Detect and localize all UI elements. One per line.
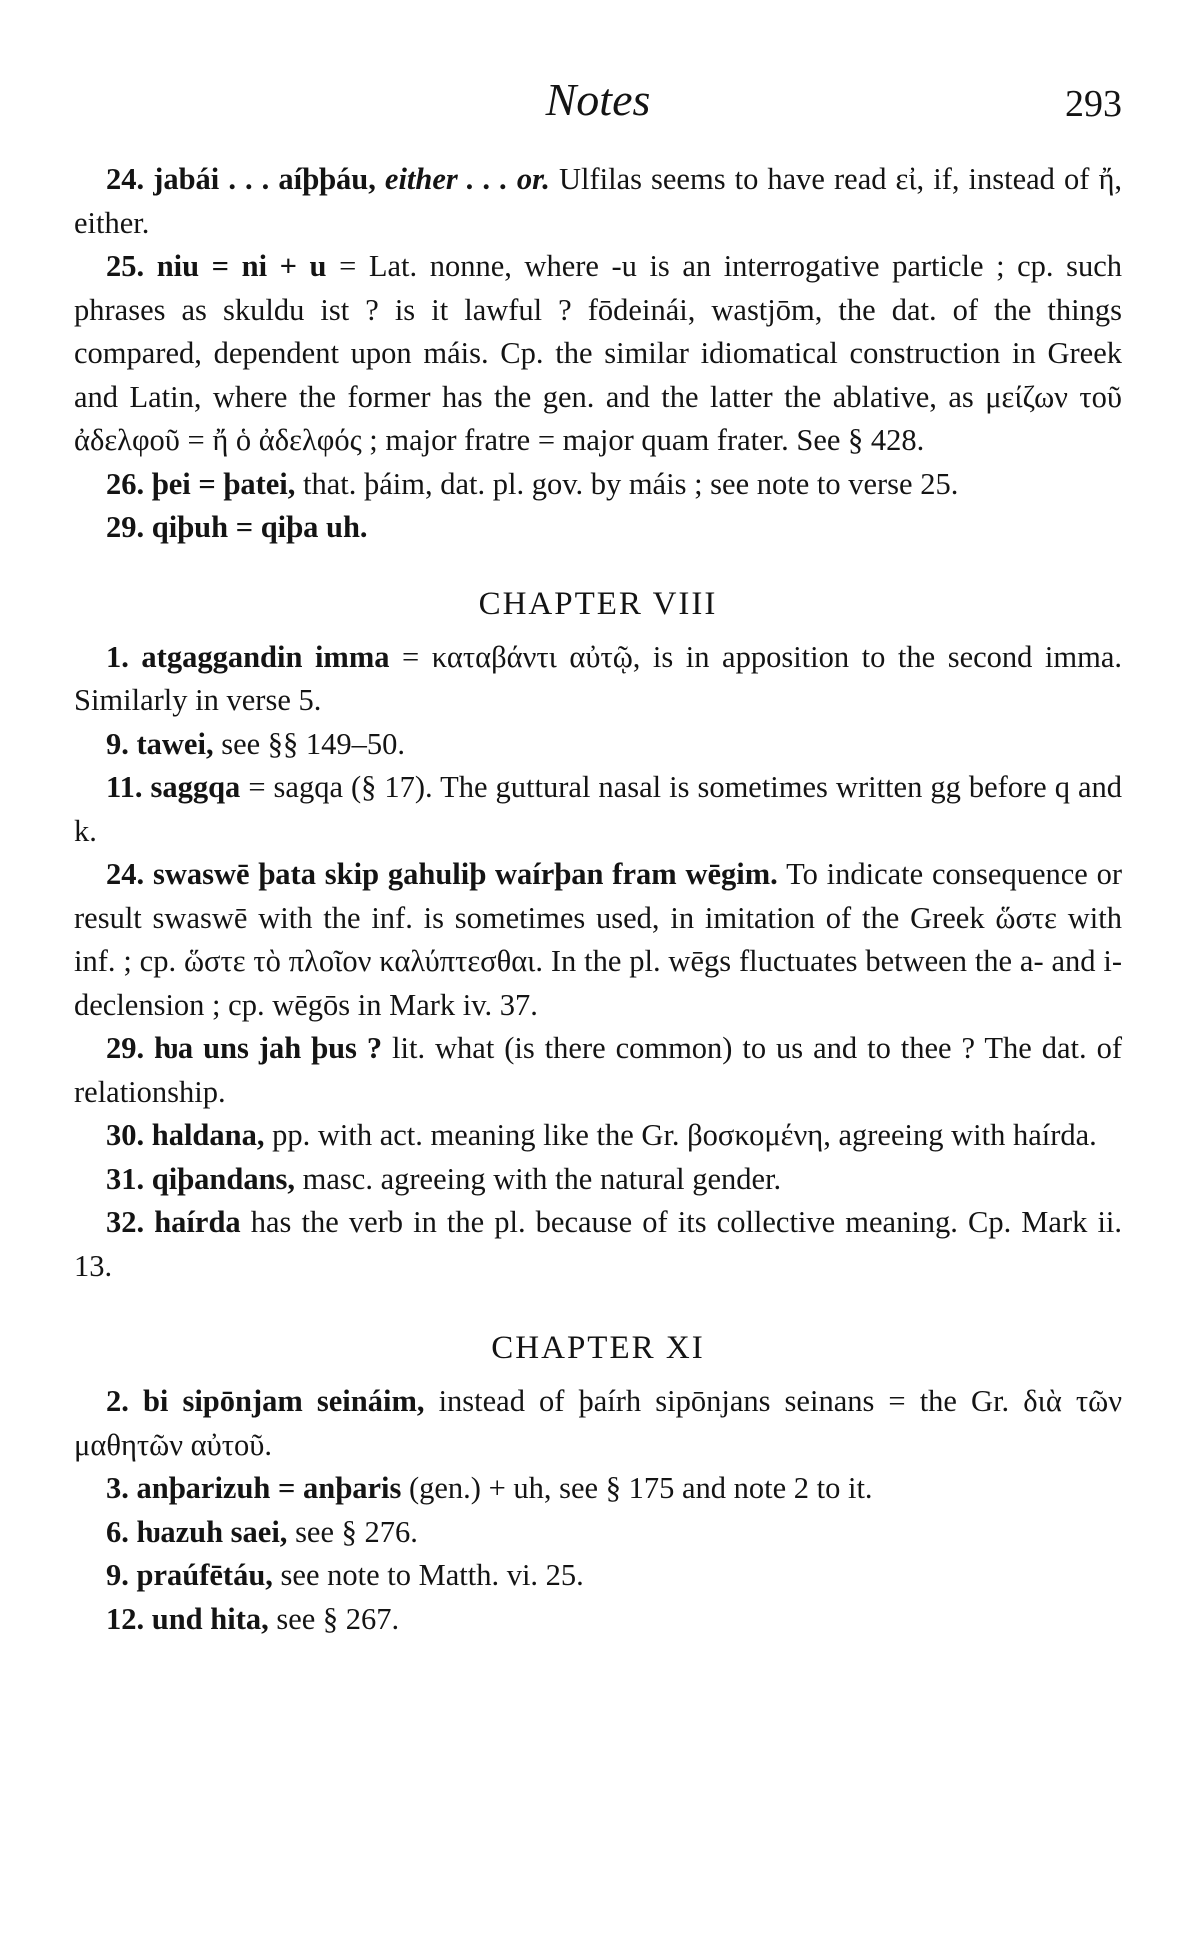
note-number: 3.: [106, 1471, 129, 1505]
note-9: [74, 723, 1122, 767]
note-26: [74, 463, 1122, 507]
note-30: [74, 1114, 1122, 1158]
page: [74, 70, 1122, 1641]
note-number: 24.: [106, 857, 145, 891]
note-number: 29.: [106, 510, 145, 544]
note-number: 24.: [106, 162, 145, 196]
note-number: 31.: [106, 1161, 145, 1196]
note-text: see § 267.: [276, 1601, 400, 1636]
notes-chapter-xi: [74, 1380, 1122, 1641]
note-headword: tawei,: [136, 726, 214, 761]
note-gloss: either . . . or.: [384, 162, 550, 196]
note-headword: anþarizuh = anþaris: [136, 1471, 402, 1505]
note-number: 30.: [106, 1118, 145, 1152]
note-text: that. þáim, dat. pl. gov. by máis ; see note to verse 25.: [302, 466, 959, 501]
note-headword: ƕa uns jah þus ?: [154, 1031, 383, 1065]
note-text: see note to Matth. vi. 25.: [280, 1558, 584, 1592]
note-2: [74, 1380, 1122, 1467]
note-headword: haírda: [154, 1205, 241, 1239]
note-6: [74, 1511, 1122, 1555]
notes-chapter-viii: [74, 636, 1122, 1289]
note-text: see § 276.: [295, 1514, 418, 1549]
note-text: (gen.) + uh, see § 175 and note 2 to it.: [408, 1471, 873, 1505]
note-text: Ulfilas seems to have read εἰ, if, instead of ἤ, either.: [74, 162, 1123, 240]
note-text: lit. what (is there common) to us and to thee ? The dat. of relationship.: [74, 1031, 1122, 1109]
note-headword: swaswē þata skip gahuliþ waírþan fram wēgim.: [152, 857, 778, 891]
note-headword: und hita,: [151, 1601, 269, 1636]
note-text: = sagqa (§ 17). The guttural nasal is sometimes written gg before q and k.: [74, 770, 1123, 848]
note-text: pp. with act. meaning like the Gr. βοσκομένη, agreeing with haírda.: [272, 1118, 1097, 1152]
note-text: To indicate consequence or result swaswē with the inf. is sometimes used, in imitation of the Greek ὥστε with inf. ; cp. ὥστε τὸ πλοῖον καλύπτεσθαι. In the pl. wēgs fluctuates between the a- and i-declension ; cp. wēgōs in Mark iv. 37.: [74, 857, 1123, 1022]
note-24: [74, 158, 1122, 245]
note-32: [74, 1201, 1122, 1288]
chapter-heading-viii: CHAPTER VIII: [478, 585, 718, 622]
chapter-heading-xi: CHAPTER XI: [491, 1330, 705, 1366]
note-number: 9.: [106, 1558, 129, 1592]
running-title: Notes: [545, 74, 651, 125]
note-9: [74, 1554, 1122, 1598]
note-headword: jabái . . . aíþþáu,: [153, 162, 376, 196]
note-text: has the verb in the pl. because of its collective meaning. Cp. Mark ii. 13.: [74, 1205, 1123, 1283]
note-text: instead of þaírh sipōnjans seinans = the Gr. διὰ τῶν μαθητῶν αὐτοῦ.: [74, 1384, 1122, 1462]
note-number: 9.: [106, 726, 129, 761]
note-number: 2.: [106, 1384, 129, 1418]
note-headword: saggqa: [150, 770, 241, 804]
note-text: = καταβάντι αὐτῷ, is in apposition to the second imma. Similarly in verse 5.: [74, 639, 1123, 717]
note-text: = Lat. nonne, where -u is an interrogative particle ; cp. such phrases as skuldu ist ? is it lawful ? fōdeinái, wastjōm, the dat. of the things compared, dependent upon máis. Cp. the similar idiomatical construction in Greek and Latin, where the former has the gen. and the latter the ablative, as μείζων τοῦ ἀδελφοῦ = ἤ ὁ ἀδελφός ; major fratre = major quam frater. See § 428.: [74, 249, 1123, 457]
note-number: 12.: [106, 1601, 145, 1636]
note-number: 32.: [106, 1205, 145, 1239]
note-number: 11.: [106, 770, 143, 804]
page-number: 293: [1065, 83, 1122, 125]
note-text: see §§ 149–50.: [221, 726, 406, 761]
note-headword: qiþandans,: [151, 1161, 296, 1196]
note-24: [74, 853, 1122, 1027]
note-3: [74, 1467, 1122, 1511]
note-31: [74, 1158, 1122, 1202]
note-text: masc. agreeing with the natural gender.: [302, 1161, 782, 1196]
note-headword: ƕazuh saei,: [136, 1514, 288, 1549]
note-headword: atgaggandin imma: [141, 639, 390, 674]
note-29: [74, 506, 1122, 550]
note-number: 1.: [106, 639, 129, 674]
note-headword: niu = ni + u: [156, 249, 327, 283]
note-number: 26.: [106, 466, 145, 501]
running-head: [74, 70, 1122, 130]
note-11: [74, 766, 1122, 853]
note-number: 6.: [106, 1514, 129, 1549]
note-headword: haldana,: [151, 1118, 265, 1152]
note-headword: praúfētáu,: [136, 1558, 273, 1592]
note-headword: qiþuh = qiþa uh.: [151, 510, 368, 544]
note-headword: bi sipōnjam seináim,: [142, 1384, 425, 1418]
note-25: [74, 245, 1122, 463]
notes-previous-chapter: [74, 158, 1122, 550]
note-number: 25.: [106, 249, 145, 283]
note-headword: þei = þatei,: [151, 466, 296, 501]
note-29: [74, 1027, 1122, 1114]
note-number: 29.: [106, 1031, 145, 1065]
note-12: [74, 1598, 1122, 1642]
note-1: [74, 636, 1122, 723]
